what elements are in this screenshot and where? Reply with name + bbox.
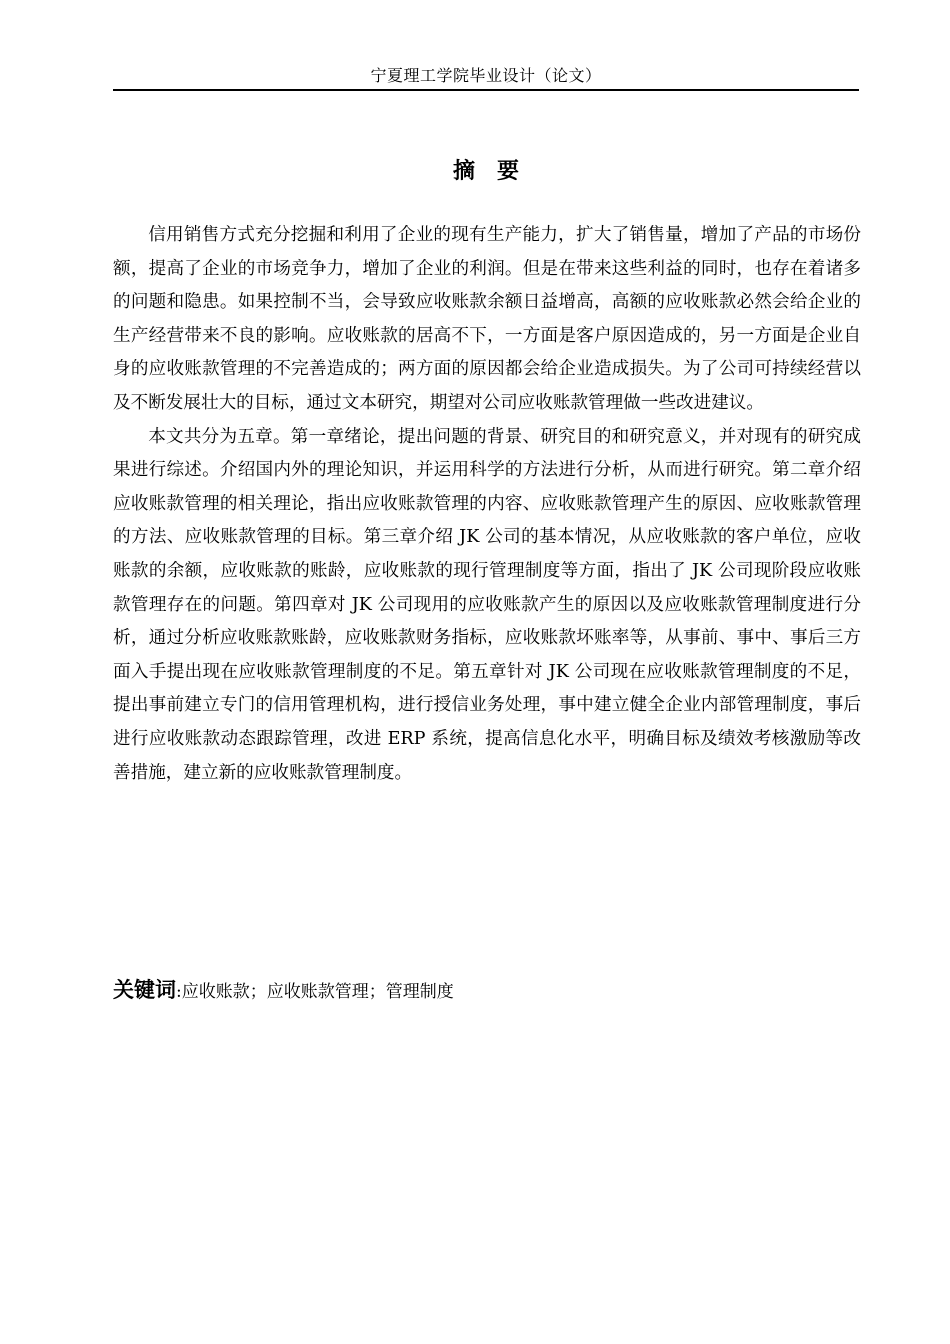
abstract-paragraph-1: 信用销售方式充分挖掘和利用了企业的现有生产能力，扩大了销售量，增加了产品的市场份额，提高了企业的市场竞争力，增加了企业的利润。但是在带来这些利益的同时，也存在着诸多的问题和隐患。如果控制不当，会导致应收账款余额日益增高，高额的应收账款必然会给企业的生产经营带来不良的影响。应收账款的居高不下，一方面是客户原因造成的，另一方面是企业自身的应收账款管理的不完善造成的；两方面的原因都会给企业造成损失。为了公司可持续经营以及不断发展壮大的目标，通过文本研究，期望对公司应收账款管理做一些改进建议。 (113, 225, 861, 413)
page-header: 宁夏理工学院毕业设计（论文） (370, 66, 602, 85)
keywords-line (113, 972, 859, 1010)
keywords-separator: : (176, 982, 182, 1002)
keywords-label: 关键词 (113, 978, 176, 1002)
header-divider (113, 89, 859, 91)
keywords-value: 应收账款；应收账款管理；管理制度 (181, 982, 454, 1002)
page-title: 摘 要 (452, 159, 519, 184)
abstract-body (113, 219, 861, 790)
abstract-paragraph-2: 本文共分为五章。第一章绪论，提出问题的背景、研究目的和研究意义，并对现有的研究成果进行综述。介绍国内外的理论知识，并运用科学的方法进行分析，从而进行研究。第二章介绍应收账款管理的相关理论，指出应收账款管理的内容、应收账款管理产生的原因、应收账款管理的方法、应收账款管理的目标。第三章介绍 JK 公司的基本情况，从应收账款的客户单位，应收账款的余额，应收账款的账龄，应收账款的现行管理制度等方面，指出了 JK 公司现阶段应收账款管理存在的问题。第四章对 JK 公司现用的应收账款产生的原因以及应收账款管理制度进行分析，通过分析应收账款账龄，应收账款财务指标，应收账款坏账率等，从事前、事中、事后三方面入手提出现在应收账款管理制度的不足。第五章针对 JK 公司现在应收账款管理制度的不足，提出事前建立专门的信用管理机构，进行授信业务处理，事中建立健全企业内部管理制度，事后进行应收账款动态跟踪管理，改进 ERP 系统，提高信息化水平，明确目标及绩效考核激励等改善措施，建立新的应收账款管理制度。 (113, 426, 861, 783)
